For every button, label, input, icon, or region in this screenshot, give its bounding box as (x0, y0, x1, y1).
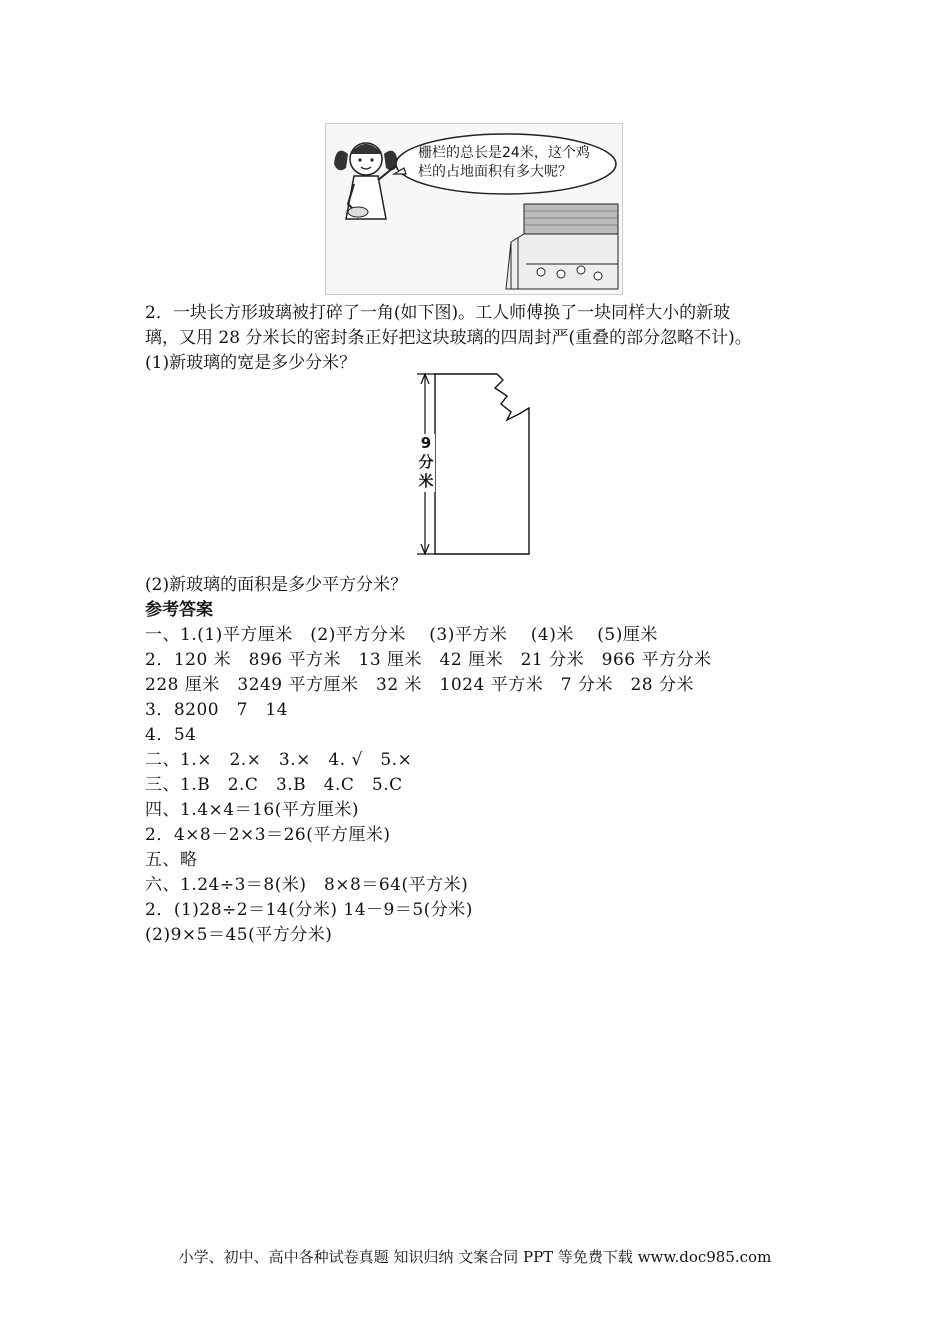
answer-line: 二、1.× 2.× 3.× 4. √ 5.× (145, 750, 413, 770)
problem2-line1: 2．一块长方形玻璃被打碎了一角(如下图)。工人师傅换了一块同样大小的新玻 (145, 303, 731, 323)
speech-line-2: 栏的占地面积有多大呢？ (418, 164, 572, 180)
answer-line: 2．4×8－2×3＝26(平方厘米) (145, 825, 391, 845)
width-label-unit2: 米 (418, 472, 434, 490)
answer-line: 六、1.24÷3＝8(米) 8×8＝64(平方米) (145, 875, 469, 895)
answers-heading: 参考答案 (145, 600, 213, 620)
answer-line: 四、1.4×4＝16(平方厘米) (145, 800, 359, 820)
width-label (417, 434, 435, 491)
width-label-number: 9 (420, 434, 432, 452)
broken-glass-figure (405, 368, 545, 560)
problem2-question2: (2)新玻璃的面积是多少平方分米？ (145, 575, 408, 595)
problem2-question1: (1)新玻璃的宽是多少分米？ (145, 353, 357, 373)
answer-line: 3．8200 7 14 (145, 700, 289, 720)
answer-line: 2．120 米 896 平方米 13 厘米 42 厘米 21 分米 966 平方分米 (145, 650, 712, 670)
speech-bubble-text (418, 144, 598, 182)
width-label-unit1: 分 (418, 453, 434, 471)
answer-line: 4．54 (145, 725, 197, 745)
answer-line: 三、1.B 2.C 3.B 4.C 5.C (145, 775, 403, 795)
answer-line: 五、略 (145, 850, 198, 870)
page-footer: 小学、初中、高中各种试卷真题 知识归纳 文案合同 PPT 等免费下载 www.doc985.com (178, 1248, 772, 1266)
answer-line: 228 厘米 3249 平方厘米 32 米 1024 平方米 7 分米 28 分米 (145, 675, 694, 695)
answer-line: 2．(1)28÷2＝14(分米) 14－9＝5(分米) (145, 900, 473, 920)
cartoon-illustration (325, 123, 623, 295)
speech-line-1: 栅栏的总长是24米，这个鸡 (418, 145, 590, 161)
answer-line: (2)9×5＝45(平方分米) (145, 925, 333, 945)
answer-line: 一、1.(1)平方厘米 (2)平方分米 (3)平方米 (4)米 (5)厘米 (145, 625, 658, 645)
problem2-line2: 璃，又用 28 分米长的密封条正好把这块玻璃的四周封严(重叠的部分忽略不计)。 (145, 328, 752, 348)
